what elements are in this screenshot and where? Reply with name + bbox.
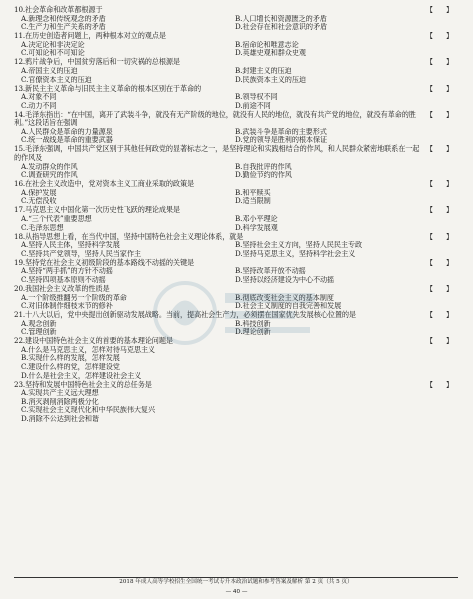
answer-option[interactable]: A.坚持“两手抓”的方针不动摇	[21, 267, 113, 276]
answer-option[interactable]: C.坚持四项基本原则不动摇	[21, 275, 106, 284]
answer-option[interactable]: D.消除不公达到社会和谐	[21, 414, 99, 423]
answer-option[interactable]: B.领导权不同	[235, 93, 278, 102]
answer-option[interactable]: B.消灭剥削消除两极分化	[21, 397, 99, 406]
answer-option[interactable]: D.科学发展观	[235, 223, 278, 232]
answer-option[interactable]: B.武装斗争是革命的主要形式	[235, 127, 327, 136]
answer-option[interactable]: A.对象不同	[21, 93, 57, 102]
question-stem: 11.在历史创造者问题上，两种根本对立的观点是	[14, 31, 166, 41]
answer-option[interactable]: C.无偿没收	[21, 197, 57, 206]
question-item	[14, 233, 458, 259]
answer-bracket[interactable]: 【 】	[426, 6, 456, 14]
answer-option[interactable]: D.英雄史观和群众史观	[235, 49, 306, 58]
answer-bracket[interactable]: 【 】	[426, 84, 456, 93]
question-stem: 10.社会革命和改革都根源于	[14, 5, 103, 14]
answer-option[interactable]: B.实现什么样的发展，怎样发展	[21, 354, 120, 363]
option-list	[14, 93, 458, 110]
answer-bracket[interactable]: 【 】	[426, 32, 456, 41]
answer-option[interactable]: A.新理念和传统观念的矛盾	[21, 14, 106, 23]
answer-option[interactable]: B.科技创新	[235, 319, 271, 328]
option-list	[14, 128, 458, 145]
answer-option[interactable]: A.什么是马克思主义，怎样对待马克思主义	[21, 345, 155, 354]
question-stem: 16.在社会主义改造中，党对资本主义工商业采取的政策是	[14, 179, 195, 189]
answer-option[interactable]: C.毛泽东思想	[21, 223, 64, 232]
option-list	[14, 389, 458, 423]
answer-option[interactable]: A.保护发展	[21, 188, 57, 197]
question-stem: 21.十八大以后，党中央提出创新驱动发展战略。当前，提高社会生产力，必须摆在国家优先发展核心位置的是	[14, 310, 356, 320]
answer-option[interactable]: A.决定论和非决定论	[21, 40, 85, 49]
question-item	[14, 285, 458, 311]
question-item	[14, 180, 458, 206]
option-list	[14, 294, 458, 311]
question-stem: 22.建设中国特色社会主义的首要的基本理论问题是	[14, 336, 173, 346]
answer-option[interactable]: B.彻底改变社会主义的基本制度	[235, 293, 334, 302]
answer-option[interactable]: B.坚持社会主义方向，坚持人民民主专政	[235, 241, 363, 250]
answer-option[interactable]: A.帝国主义的压迫	[21, 66, 78, 75]
question-stem: 13.新民主主义革命与旧民主主义革命的根本区别在于革命的	[14, 83, 202, 93]
answer-option[interactable]: D.坚持以经济建设为中心不动摇	[235, 275, 335, 284]
answer-option[interactable]: C.统一战线是革命的重要武器	[21, 136, 113, 145]
answer-option[interactable]: A.实现共产主义远大理想	[21, 389, 99, 398]
option-list	[14, 41, 458, 58]
answer-option[interactable]: C.调查研究的作风	[21, 171, 78, 180]
question-item	[14, 6, 458, 32]
option-list	[14, 320, 458, 337]
question-item	[14, 58, 458, 84]
answer-option[interactable]: A.“三个代表”重要思想	[21, 214, 92, 223]
answer-option[interactable]: B.封建主义的压迫	[235, 66, 292, 75]
question-stem: 18.从指导思想上看，在当代中国，坚持中国特色社会主义理论体系，就是	[14, 231, 244, 241]
answer-option[interactable]: D.理论创新	[235, 328, 271, 337]
answer-bracket[interactable]: 【 】	[426, 311, 456, 320]
answer-option[interactable]: D.什么是社会主义，怎样建设社会主义	[21, 371, 142, 380]
answer-option[interactable]: A.观念创新	[21, 319, 57, 328]
question-stem: 14.毛泽东指出：“在中国，离开了武装斗争，就没有无产阶级的地位，就没有人民的地位，就没有共产党的地位，就没有革命的胜利。”这段话旨在强调	[14, 109, 416, 128]
question-item	[14, 337, 458, 380]
option-list	[14, 163, 458, 180]
option-list	[14, 346, 458, 380]
answer-option[interactable]: B.坚持改革开放不动摇	[235, 267, 306, 276]
answer-option[interactable]: B.人口增长和资源匮乏的矛盾	[235, 14, 327, 23]
answer-option[interactable]: D.适当限制	[235, 197, 271, 206]
answer-option[interactable]: D.社会存在和社会意识的矛盾	[235, 23, 328, 32]
answer-bracket[interactable]: 【 】	[426, 380, 456, 389]
answer-option[interactable]: C.生产力和生产关系的矛盾	[21, 23, 106, 32]
answer-option[interactable]: B.邓小平理论	[235, 214, 278, 223]
answer-option[interactable]: A.一个阶级推翻另一个阶级的革命	[21, 293, 127, 302]
answer-option[interactable]: A.发动群众的作风	[21, 162, 78, 171]
option-list	[14, 15, 458, 32]
answer-option[interactable]: D.前途不同	[235, 101, 271, 110]
page-footer: 2018 年成人高等学校招生全国统一考试专升本政治试题和参考答案及解析 第 2 页（共 5 页）	[14, 577, 458, 586]
answer-option[interactable]: D.坚持马克思主义，坚持科学社会主义	[235, 249, 356, 258]
question-stem: 15.毛泽东强调，中国共产党区别于其他任何政党的显著标志之一，是坚持理论和实践相结合的作风，和人民群众紧密地联系在一起的作风及	[14, 144, 420, 163]
answer-option[interactable]: A.人民群众是革命的力量源泉	[21, 127, 113, 136]
option-list	[14, 215, 458, 232]
answer-option[interactable]: A.坚持人民主体，坚持科学发展	[21, 241, 120, 250]
answer-option[interactable]: B.和平赎买	[235, 188, 271, 197]
question-stem: 12.鸦片战争后，中国贫穷落后和一切灾祸的总根源是	[14, 57, 180, 67]
option-list	[14, 241, 458, 258]
answer-bracket[interactable]: 【 】	[426, 337, 456, 346]
answer-option[interactable]: B.宿命论和唯意志论	[235, 40, 299, 49]
answer-bracket[interactable]: 【 】	[426, 284, 456, 293]
question-item	[14, 111, 458, 145]
question-stem: 17.马克思主义中国化第一次历史性飞跃的理论成果是	[14, 205, 180, 215]
answer-bracket[interactable]: 【 】	[426, 145, 456, 154]
answer-option[interactable]: C.实现社会主义现代化和中华民族伟大复兴	[21, 406, 156, 415]
question-item	[14, 85, 458, 111]
answer-option[interactable]: C.坚持共产党领导，坚持人民当家作主	[21, 249, 141, 258]
question-item	[14, 311, 458, 337]
exam-page	[14, 6, 458, 571]
question-item	[14, 381, 458, 424]
question-stem: 23.坚持和发展中国特色社会主义的总任务是	[14, 379, 152, 389]
answer-bracket[interactable]: 【 】	[426, 58, 456, 67]
question-item	[14, 32, 458, 58]
answer-bracket[interactable]: 【 】	[426, 258, 456, 267]
answer-option[interactable]: B.自我批评的作风	[235, 162, 292, 171]
answer-option[interactable]: D.勤俭节约的作风	[235, 171, 292, 180]
answer-bracket[interactable]: 【 】	[426, 180, 456, 189]
option-list	[14, 189, 458, 206]
answer-option[interactable]: C.可知论和不可知论	[21, 49, 85, 58]
question-item	[14, 145, 458, 179]
answer-option[interactable]: D.民族资本主义的压迫	[235, 75, 306, 84]
answer-bracket[interactable]: 【 】	[426, 206, 456, 215]
answer-option[interactable]: D.社会主义制度的自我完善和发展	[235, 302, 342, 311]
answer-bracket[interactable]: 【 】	[426, 110, 456, 119]
answer-bracket[interactable]: 【 】	[426, 232, 456, 241]
option-list	[14, 67, 458, 84]
answer-option[interactable]: D.党的领导是胜利的根本保证	[235, 136, 328, 145]
question-item	[14, 259, 458, 285]
answer-option[interactable]: C.管理创新	[21, 328, 57, 337]
answer-option[interactable]: C.对旧体制作细枝末节的修补	[21, 302, 113, 311]
answer-option[interactable]: C.官僚资本主义的压迫	[21, 75, 92, 84]
option-list	[14, 267, 458, 284]
question-stem: 19.坚持党在社会主义初级阶段的基本路线不动摇的关键是	[14, 257, 195, 267]
question-item	[14, 206, 458, 232]
question-stem: 20.我国社会主义改革的性质是	[14, 283, 110, 293]
page-number: — 40 —	[225, 589, 248, 595]
answer-option[interactable]: C.动力不同	[21, 101, 57, 110]
answer-option[interactable]: C.建设什么样的党，怎样建设党	[21, 363, 120, 372]
